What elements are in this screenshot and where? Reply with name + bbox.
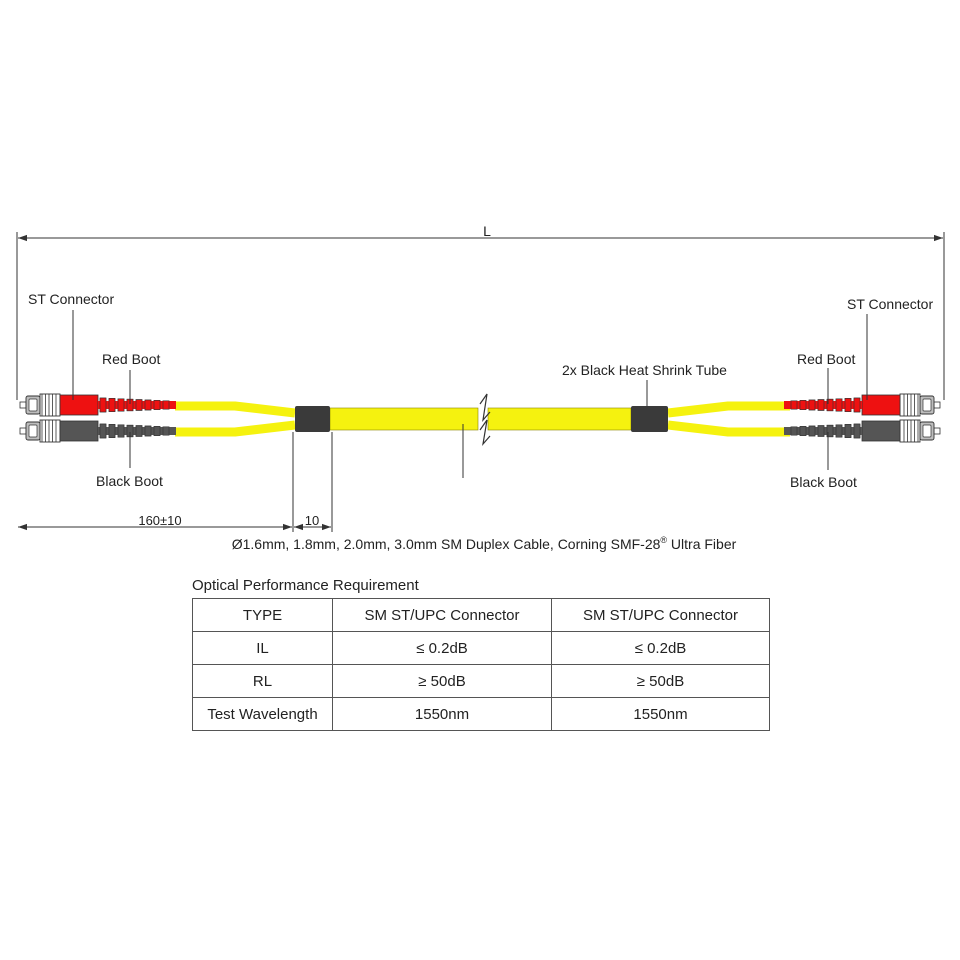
table-cell: 1550nm xyxy=(333,698,552,731)
right-st-connector-top xyxy=(900,394,940,416)
table-header-cell: TYPE xyxy=(193,599,333,632)
performance-table xyxy=(192,598,770,731)
right-black-boot-label: Black Boot xyxy=(790,474,857,490)
left-black-boot xyxy=(60,421,176,441)
table-cell: 1550nm xyxy=(552,698,770,731)
cable-spec-text: Ø1.6mm, 1.8mm, 2.0mm, 3.0mm SM Duplex Cable, Corning SMF-28 xyxy=(231,536,661,552)
performance-title: Optical Performance Requirement xyxy=(192,577,419,594)
left-black-boot-label: Black Boot xyxy=(96,473,163,489)
shrink-tube-label: 2x Black Heat Shrink Tube xyxy=(562,362,727,378)
cable-spec-suffix: Ultra Fiber xyxy=(667,536,737,552)
cable xyxy=(175,394,790,478)
right-black-boot xyxy=(784,421,900,441)
overall-length-label: L xyxy=(483,223,491,239)
table-header-cell: SM ST/UPC Connector xyxy=(333,599,552,632)
tube-length-label: 10 xyxy=(304,513,320,528)
table-row xyxy=(193,698,770,731)
heat-shrink-tube-left xyxy=(295,406,330,432)
breakout-length-label: 160±10 xyxy=(138,513,182,528)
right-breakout-leg-bottom xyxy=(668,425,790,432)
left-st-connector-top xyxy=(20,394,60,416)
table-cell: ≥ 50dB xyxy=(552,665,770,698)
table-cell: RL xyxy=(193,665,333,698)
right-red-boot-label: Red Boot xyxy=(797,351,856,367)
callout-leaders xyxy=(73,310,867,470)
left-breakout-leg-top xyxy=(175,406,295,413)
main-cable-right xyxy=(488,408,631,430)
table-header-cell: SM ST/UPC Connector xyxy=(552,599,770,632)
right-red-boot xyxy=(784,395,900,415)
table-row xyxy=(193,665,770,698)
main-cable-left xyxy=(330,408,478,430)
table-cell: Test Wavelength xyxy=(193,698,333,731)
table-cell: IL xyxy=(193,632,333,665)
table-cell: ≤ 0.2dB xyxy=(552,632,770,665)
right-breakout-leg-top xyxy=(668,406,790,413)
cable-spec xyxy=(232,535,737,552)
left-red-boot-label: Red Boot xyxy=(102,351,161,367)
table-row xyxy=(193,632,770,665)
cable-spec-mark: ® xyxy=(660,535,668,545)
right-st-connector-bottom xyxy=(900,420,940,442)
overall-length-dimension xyxy=(17,232,944,400)
table-cell: ≤ 0.2dB xyxy=(333,632,552,665)
left-st-connector-bottom xyxy=(20,420,60,442)
left-st-connector-label: ST Connector xyxy=(28,291,115,307)
table-header-row xyxy=(193,599,770,632)
left-breakout-leg-bottom xyxy=(175,425,295,432)
left-red-boot xyxy=(60,395,176,415)
heat-shrink-tube-right xyxy=(631,406,668,432)
table-cell: ≥ 50dB xyxy=(333,665,552,698)
right-st-connector-label: ST Connector xyxy=(847,296,934,312)
